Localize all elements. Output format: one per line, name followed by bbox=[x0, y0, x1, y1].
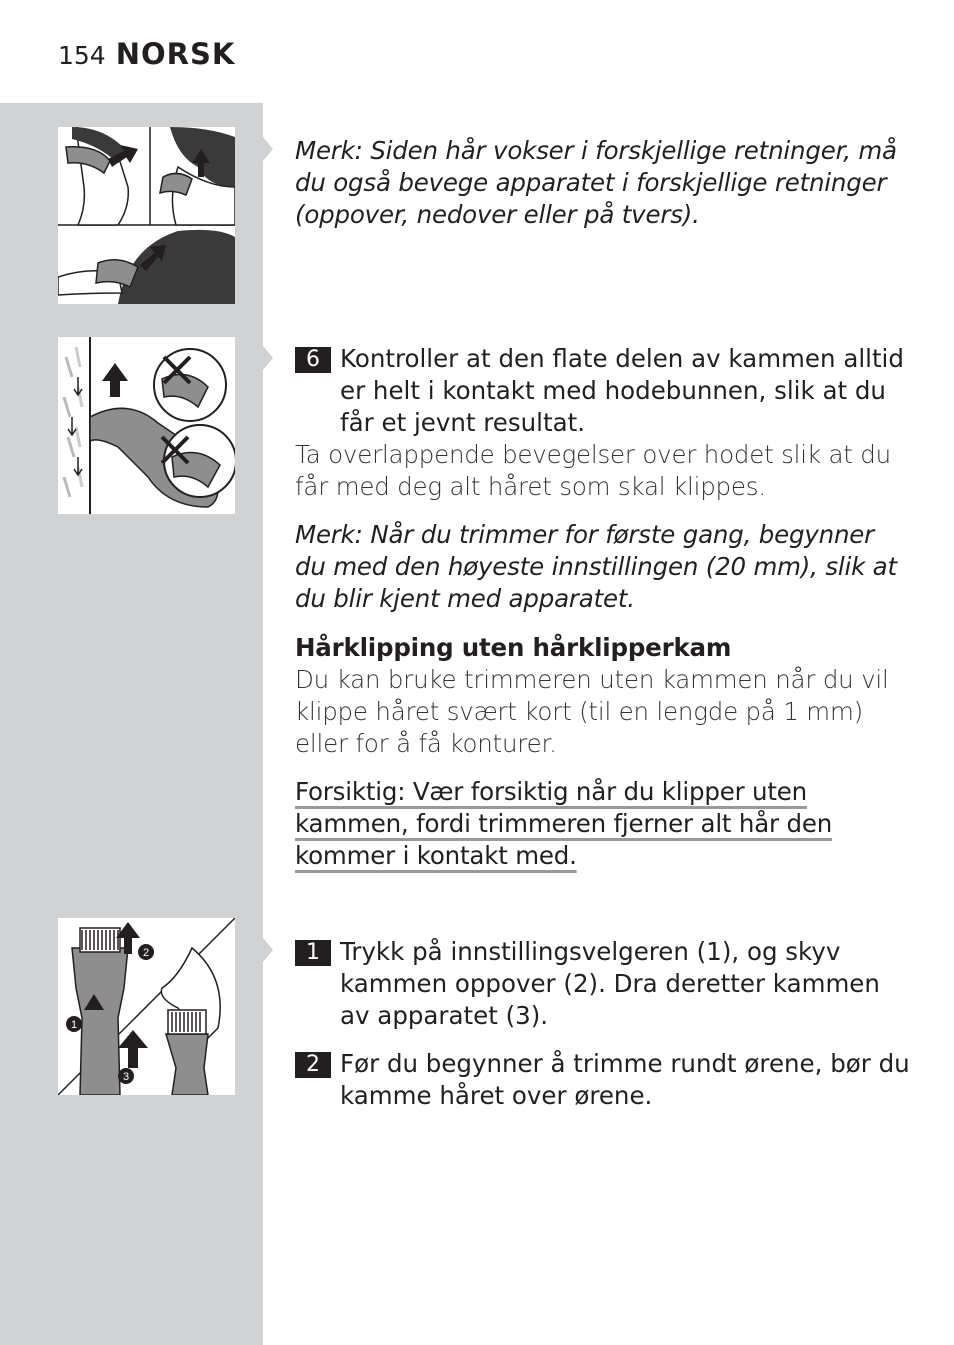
step-number: 6 bbox=[295, 347, 331, 373]
step-text: Før du begynner å trimme rundt ørene, bør du kamme håret over ørene. bbox=[340, 1049, 910, 1110]
step-1 bbox=[295, 936, 910, 1032]
marker-3: 3 bbox=[122, 1071, 130, 1083]
note-first-time: Merk: Når du trimmer for første gang, begynner du med den høyeste innstillingen (20 mm), slik at du blir kjent med apparatet. bbox=[295, 520, 897, 613]
step-text: Trykk på innstillingsvelgeren (1), og skyv kammen oppover (2). Dra deretter kammen av apparatet (3). bbox=[340, 937, 880, 1030]
comb-contact-illustration bbox=[58, 337, 235, 514]
caution-underlined-text: Forsiktig: Vær forsiktig når du klipper uten kammen, fordi trimmeren fjerner alt hår den kommer i kontakt med. bbox=[295, 777, 833, 870]
step-6 bbox=[295, 343, 910, 439]
step-number: 2 bbox=[295, 1052, 331, 1078]
paragraph-without-comb: Du kan bruke trimmeren uten kammen når du vil klippe håret svært kort (til en lengde på 1 mm) eller for å få konturer. bbox=[295, 665, 889, 758]
note-trim-directions: Merk: Siden hår vokser i forskjellige retninger, må du også bevege apparatet i forskjellige retninger (oppover, nedover eller på tvers). bbox=[295, 136, 897, 229]
page-header bbox=[58, 34, 235, 76]
step-text: Kontroller at den flate delen av kammen alltid er helt i kontakt med hodebunnen, slik at du får et jevnt resultat. bbox=[340, 344, 904, 437]
sidebar-pointer bbox=[263, 938, 273, 962]
section-language-title: NORSK bbox=[115, 37, 236, 71]
section-heading: Hårklipping uten hårklipperkam bbox=[295, 633, 732, 662]
page-number: 154 bbox=[58, 41, 106, 70]
step-2 bbox=[295, 1048, 910, 1112]
marker-2: 2 bbox=[142, 947, 150, 959]
sidebar-pointer bbox=[263, 137, 273, 161]
comb-removal-illustration bbox=[58, 918, 235, 1095]
caution-text bbox=[295, 776, 910, 872]
sidebar-pointer bbox=[263, 346, 273, 370]
paragraph-overlapping-strokes: Ta overlappende bevegelser over hodet slik at du får med deg alt håret som skal klippes. bbox=[295, 440, 891, 501]
marker-1: 1 bbox=[70, 1019, 78, 1031]
step-number: 1 bbox=[295, 940, 331, 966]
trim-directions-illustration bbox=[58, 127, 235, 304]
